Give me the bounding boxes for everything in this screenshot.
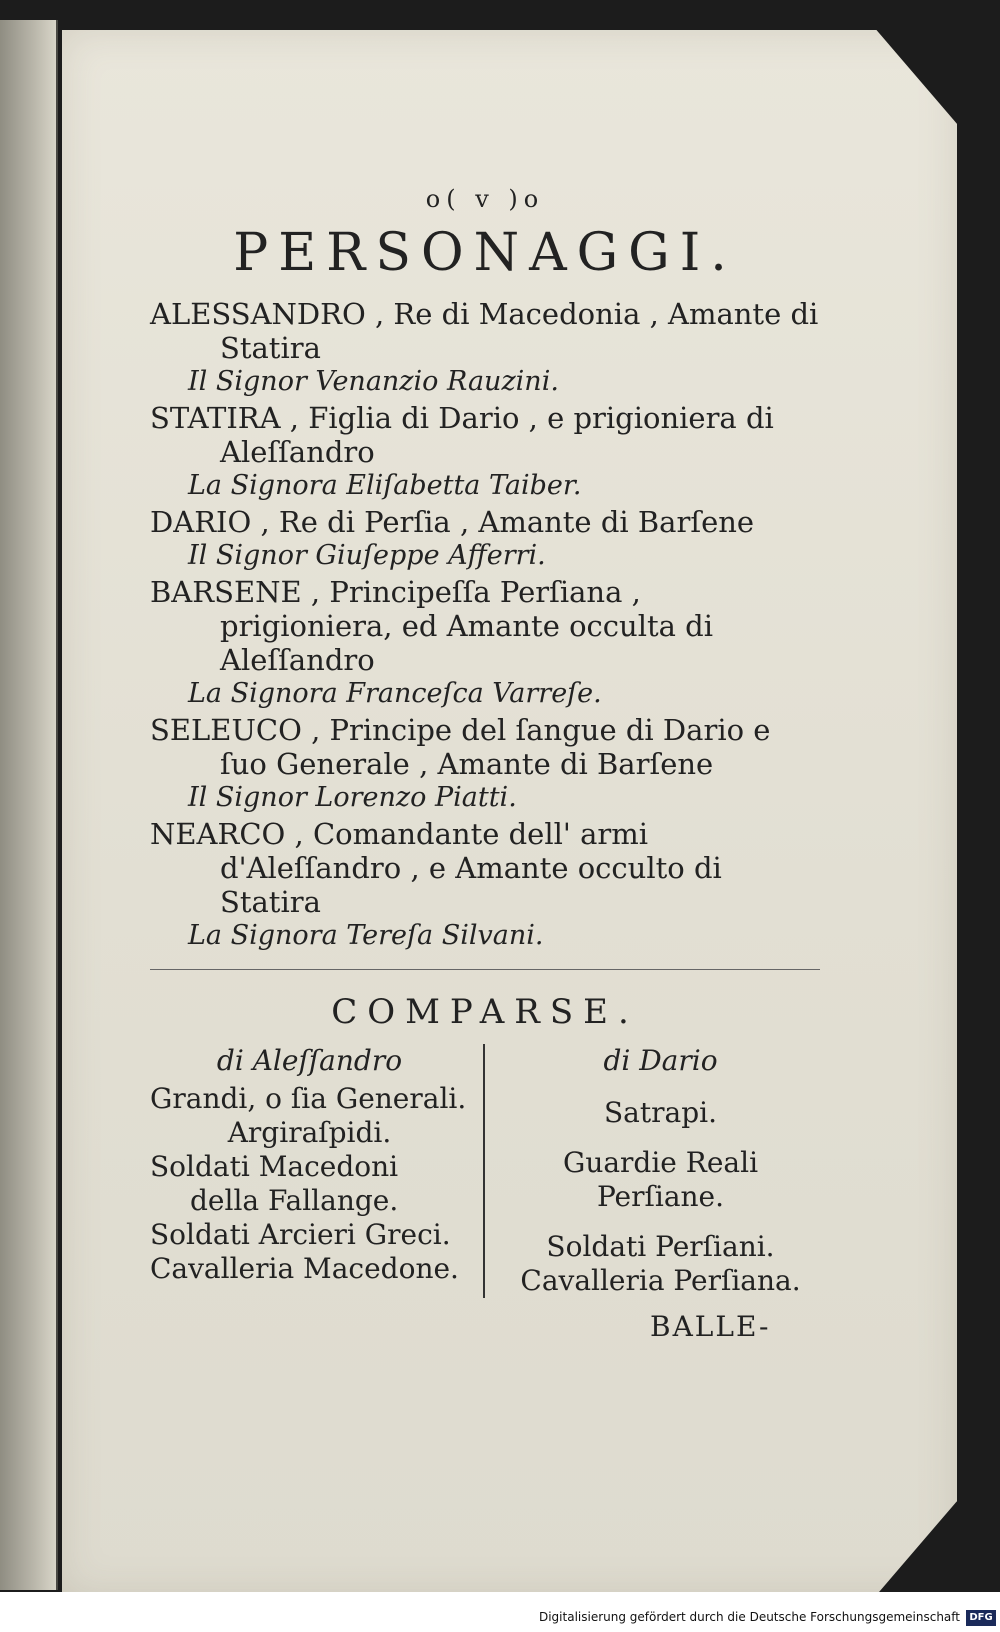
comparse-item: Soldati Macedoni della Fallange.	[150, 1150, 399, 1217]
character-entry	[150, 401, 820, 503]
character-entry	[150, 505, 820, 573]
character-role: DARIO , Re di Perſia , Amante di Barſene	[150, 505, 755, 539]
page-content	[150, 185, 820, 1298]
character-role: SELEUCO , Principe del ſangue di Dario e ſuo Generale , Amante di Barſene	[150, 713, 771, 781]
comparse-item: Grandi, o ſia Generali.	[150, 1082, 467, 1115]
character-singer: Il Signor Lorenzo Piatti.	[188, 782, 517, 813]
character-role: ALESSANDRO , Re di Macedonia , Amante di Statira	[150, 297, 819, 365]
footer-credit: Digitalisierung gefördert durch die Deutsche Forschungsgemeinschaft	[538, 1610, 960, 1624]
comparse-item: Soldati Perſiani.	[546, 1230, 775, 1263]
comparse-item: Guardie Reali Perſiane.	[562, 1146, 759, 1213]
character-entry	[150, 713, 820, 815]
character-entry	[150, 817, 820, 953]
character-entry	[150, 575, 820, 711]
character-role: NEARCO , Comandante dell' armi d'Aleſſandro , e Amante occulto di Statira	[150, 817, 722, 919]
comparse-item: Soldati Arcieri Greci.	[150, 1218, 451, 1251]
comparse-item: Cavalleria Macedone.	[150, 1252, 459, 1285]
comparse-item: Satrapi.	[604, 1096, 717, 1129]
page-title: PERSONAGGI.	[233, 223, 737, 283]
character-role: STATIRA , Figlia di Dario , e prigioniera di Aleſſandro	[150, 401, 774, 469]
comparse-item: Cavalleria Perſiana.	[520, 1264, 801, 1297]
section-divider	[150, 969, 820, 970]
digitization-footer	[0, 1592, 1000, 1632]
character-singer: Il Signor Venanzio Rauzini.	[188, 366, 559, 397]
character-role: BARSENE , Principeſſa Perſiana , prigioniera, ed Amante occulta di Aleſſandro	[150, 575, 713, 677]
dfg-logo: DFG	[966, 1610, 996, 1626]
character-singer: La Signora Franceſca Varreſe.	[188, 678, 602, 709]
character-singer: La Signora Eliſabetta Taiber.	[188, 470, 582, 501]
comparse-column-heading: di Aleſſandro	[216, 1044, 403, 1077]
comparse-column-alessandro	[150, 1044, 485, 1298]
page-folio: o( v )o	[425, 185, 545, 213]
character-entry	[150, 297, 820, 399]
comparse-columns	[150, 1044, 820, 1298]
comparse-column-heading: di Dario	[603, 1044, 718, 1077]
comparse-title: COMPARSE.	[331, 992, 639, 1032]
comparse-column-dario	[485, 1044, 820, 1298]
character-singer: Il Signor Giuſeppe Afferri.	[188, 540, 546, 571]
comparse-item: Argiraſpidi.	[227, 1116, 392, 1149]
character-singer: La Signora Tereſa Silvani.	[188, 920, 544, 951]
catchword: BALLE-	[650, 1310, 771, 1343]
left-page-edge	[0, 20, 58, 1590]
